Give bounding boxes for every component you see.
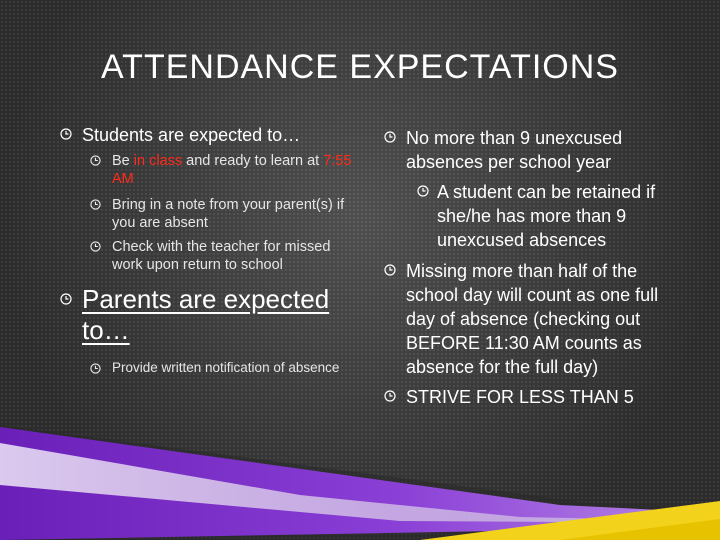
parents-heading-text: Parents are expected to… — [82, 284, 330, 345]
list-item-text: Missing more than half of the school day will count as one full day of absence (checking out BEFORE 11:30 AM counts as absence for the full day) — [406, 261, 659, 377]
clock-bullet-icon — [60, 293, 72, 305]
clock-bullet-icon — [60, 128, 72, 140]
list-item-text: STRIVE FOR LESS THAN 5 — [406, 387, 634, 407]
parents-heading — [60, 284, 360, 346]
clock-bullet-icon — [90, 241, 101, 252]
clock-bullet-icon — [90, 199, 101, 210]
list-item-text: Check with the teacher for missed work upon return to school — [112, 239, 331, 273]
list-item-text: A student can be retained if she/he has more than 9 unexcused absences — [437, 182, 656, 250]
clock-bullet-icon — [384, 131, 396, 143]
highlight-text: 7:55 AM — [112, 153, 352, 187]
list-item — [60, 196, 360, 232]
clock-bullet-icon — [90, 155, 101, 166]
list-item — [60, 360, 360, 376]
highlight-text: in class — [133, 153, 183, 169]
list-item-text: Provide written notification of absence — [112, 360, 340, 375]
clock-bullet-icon — [417, 185, 429, 197]
list-item — [60, 238, 360, 274]
list-item-text: Be in class and ready to learn at 7:55 AM — [112, 153, 352, 187]
left-column — [60, 124, 360, 376]
students-heading-text: Students are expected to… — [82, 125, 301, 145]
list-item-text: No more than 9 unexcused absences per school year — [406, 128, 623, 172]
slide-title: ATTENDANCE EXPECTATIONS — [101, 48, 619, 86]
list-item — [384, 180, 684, 252]
list-item-text: Bring in a note from your parent(s) if you are absent — [112, 197, 345, 231]
list-item — [60, 152, 360, 188]
list-item — [384, 126, 684, 174]
list-item — [384, 259, 684, 379]
students-heading — [60, 124, 360, 146]
list-item — [384, 385, 684, 409]
decorative-stripes — [0, 425, 720, 540]
clock-bullet-icon — [384, 390, 396, 402]
clock-bullet-icon — [384, 264, 396, 276]
clock-bullet-icon — [90, 363, 101, 374]
right-column — [384, 126, 684, 409]
